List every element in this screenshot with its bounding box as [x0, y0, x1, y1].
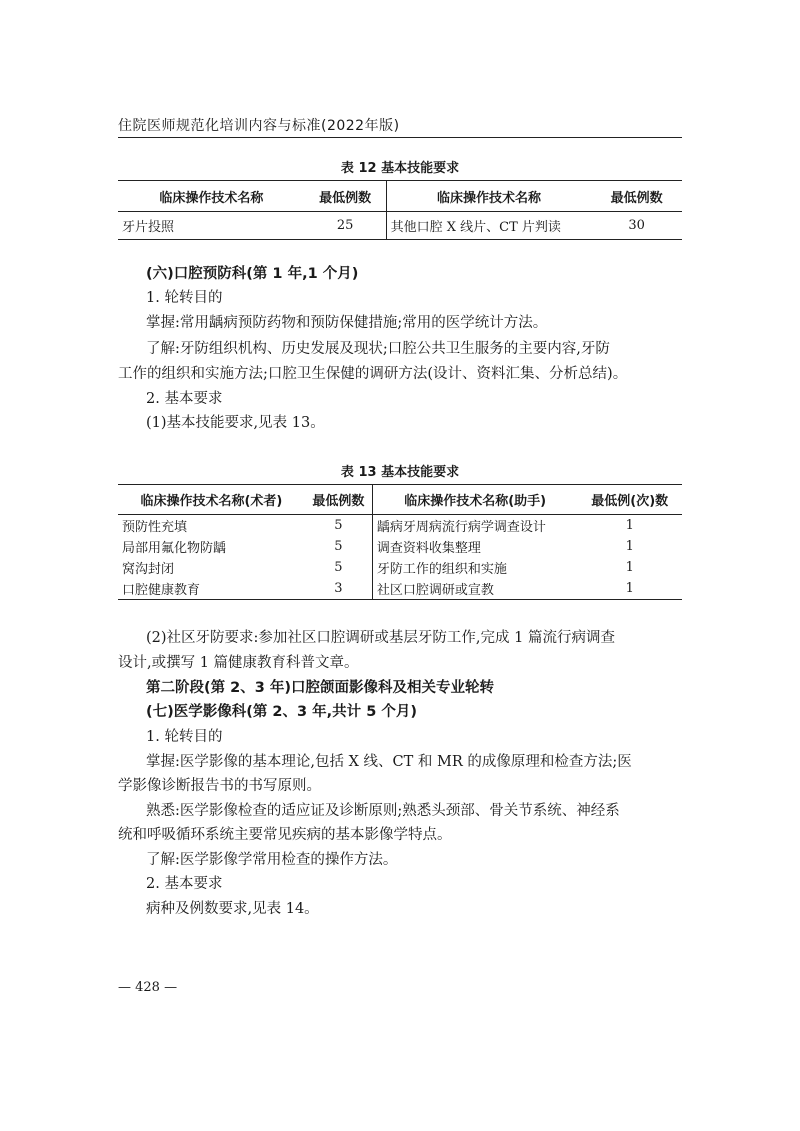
column-header: 临床操作技术名称(助手): [372, 485, 577, 515]
stage2-heading: 第二阶段(第 2、3 年)口腔颌面影像科及相关专业轮转: [146, 680, 495, 696]
table-cell: 社区口腔调研或宣教: [376, 583, 494, 598]
section7-sub2: 2. 基本要求: [146, 876, 223, 892]
table-header-row: [118, 485, 682, 515]
table-cell: 局部用氟化物防龋: [122, 541, 227, 556]
section7-sub1: 1. 轮转目的: [146, 729, 223, 745]
table-row: [118, 212, 682, 240]
column-header: 最低例数: [591, 181, 682, 212]
section7-heading: (七)医学影像科(第 2、3 年,共计 5 个月): [146, 704, 417, 720]
running-header: 住院医师规范化培训内容与标准(2022年版): [118, 118, 400, 134]
section7-familiar-2: 统和呼吸循环系统主要常见疾病的基本影像学特点。: [118, 827, 452, 843]
table-cell: 3: [305, 578, 373, 600]
section6-understand-2: 工作的组织和实施方法;口腔卫生保健的调研方法(设计、资料汇集、分析总结)。: [118, 366, 628, 382]
section6-sub1: 1. 轮转目的: [146, 290, 223, 306]
table-cell: 5: [305, 557, 373, 578]
table-cell: 窝沟封闭: [122, 562, 175, 577]
header-rule: [118, 137, 682, 138]
section6-req1: (1)基本技能要求,见表 13。: [146, 415, 325, 431]
column-header: 临床操作技术名称: [118, 181, 305, 212]
column-header: 最低例(次)数: [577, 485, 682, 515]
table-header-row: [118, 181, 682, 212]
table-cell: 1: [625, 560, 634, 575]
section6-master: 掌握:常用龋病预防药物和预防保健措施;常用的医学统计方法。: [146, 315, 548, 331]
table-row: [118, 536, 682, 557]
table-cell: 口腔健康教育: [122, 583, 201, 598]
table-cell: 25: [305, 212, 386, 240]
column-header: 临床操作技术名称: [386, 181, 591, 212]
table-cell: 30: [628, 218, 645, 233]
table-cell: 龋病牙周病流行病学调查设计: [376, 520, 546, 535]
table-cell: 牙片投照: [122, 220, 175, 235]
table-cell: 调查资料收集整理: [376, 541, 481, 556]
section7-understand: 了解:医学影像学常用检查的操作方法。: [146, 852, 398, 868]
table-row: [118, 578, 682, 600]
table-cell: 预防性充填: [122, 520, 188, 535]
page-number: — 428 —: [118, 980, 178, 995]
table-cell: 5: [305, 515, 373, 537]
table-cell: 其他口腔 X 线片、CT 片判读: [390, 220, 561, 235]
table12: [118, 180, 682, 240]
section6-sub2: 2. 基本要求: [146, 391, 223, 407]
req2-line1: (2)社区牙防要求:参加社区口腔调研或基层牙防工作,完成 1 篇流行病调查: [146, 630, 615, 646]
table-cell: 5: [305, 536, 373, 557]
section7-master-2: 学影像诊断报告书的书写原则。: [118, 778, 321, 794]
section7-req: 病种及例数要求,见表 14。: [146, 901, 319, 917]
req2-line2: 设计,或撰写 1 篇健康教育科普文章。: [118, 655, 359, 671]
column-header: 最低例数: [305, 485, 373, 515]
table-cell: 1: [625, 581, 634, 596]
section7-familiar-1: 熟悉:医学影像检查的适应证及诊断原则;熟悉头颈部、骨关节系统、神经系: [146, 803, 620, 819]
section7-master-1: 掌握:医学影像的基本理论,包括 X 线、CT 和 MR 的成像原理和检查方法;医: [146, 754, 632, 770]
column-header: 最低例数: [305, 181, 386, 212]
table-row: [118, 557, 682, 578]
section6-heading: (六)口腔预防科(第 1 年,1 个月): [146, 266, 359, 282]
section6-understand-1: 了解:牙防组织机构、历史发展及现状;口腔公共卫生服务的主要内容,牙防: [146, 341, 610, 357]
table-cell: 1: [625, 518, 634, 533]
table-cell: 1: [625, 539, 634, 554]
column-header: 临床操作技术名称(术者): [118, 485, 305, 515]
table-row: [118, 515, 682, 537]
table12-caption: 表 12 基本技能要求: [340, 161, 460, 176]
table-cell: 牙防工作的组织和实施: [376, 562, 507, 577]
table13: [118, 484, 682, 600]
table13-caption: 表 13 基本技能要求: [340, 465, 460, 480]
